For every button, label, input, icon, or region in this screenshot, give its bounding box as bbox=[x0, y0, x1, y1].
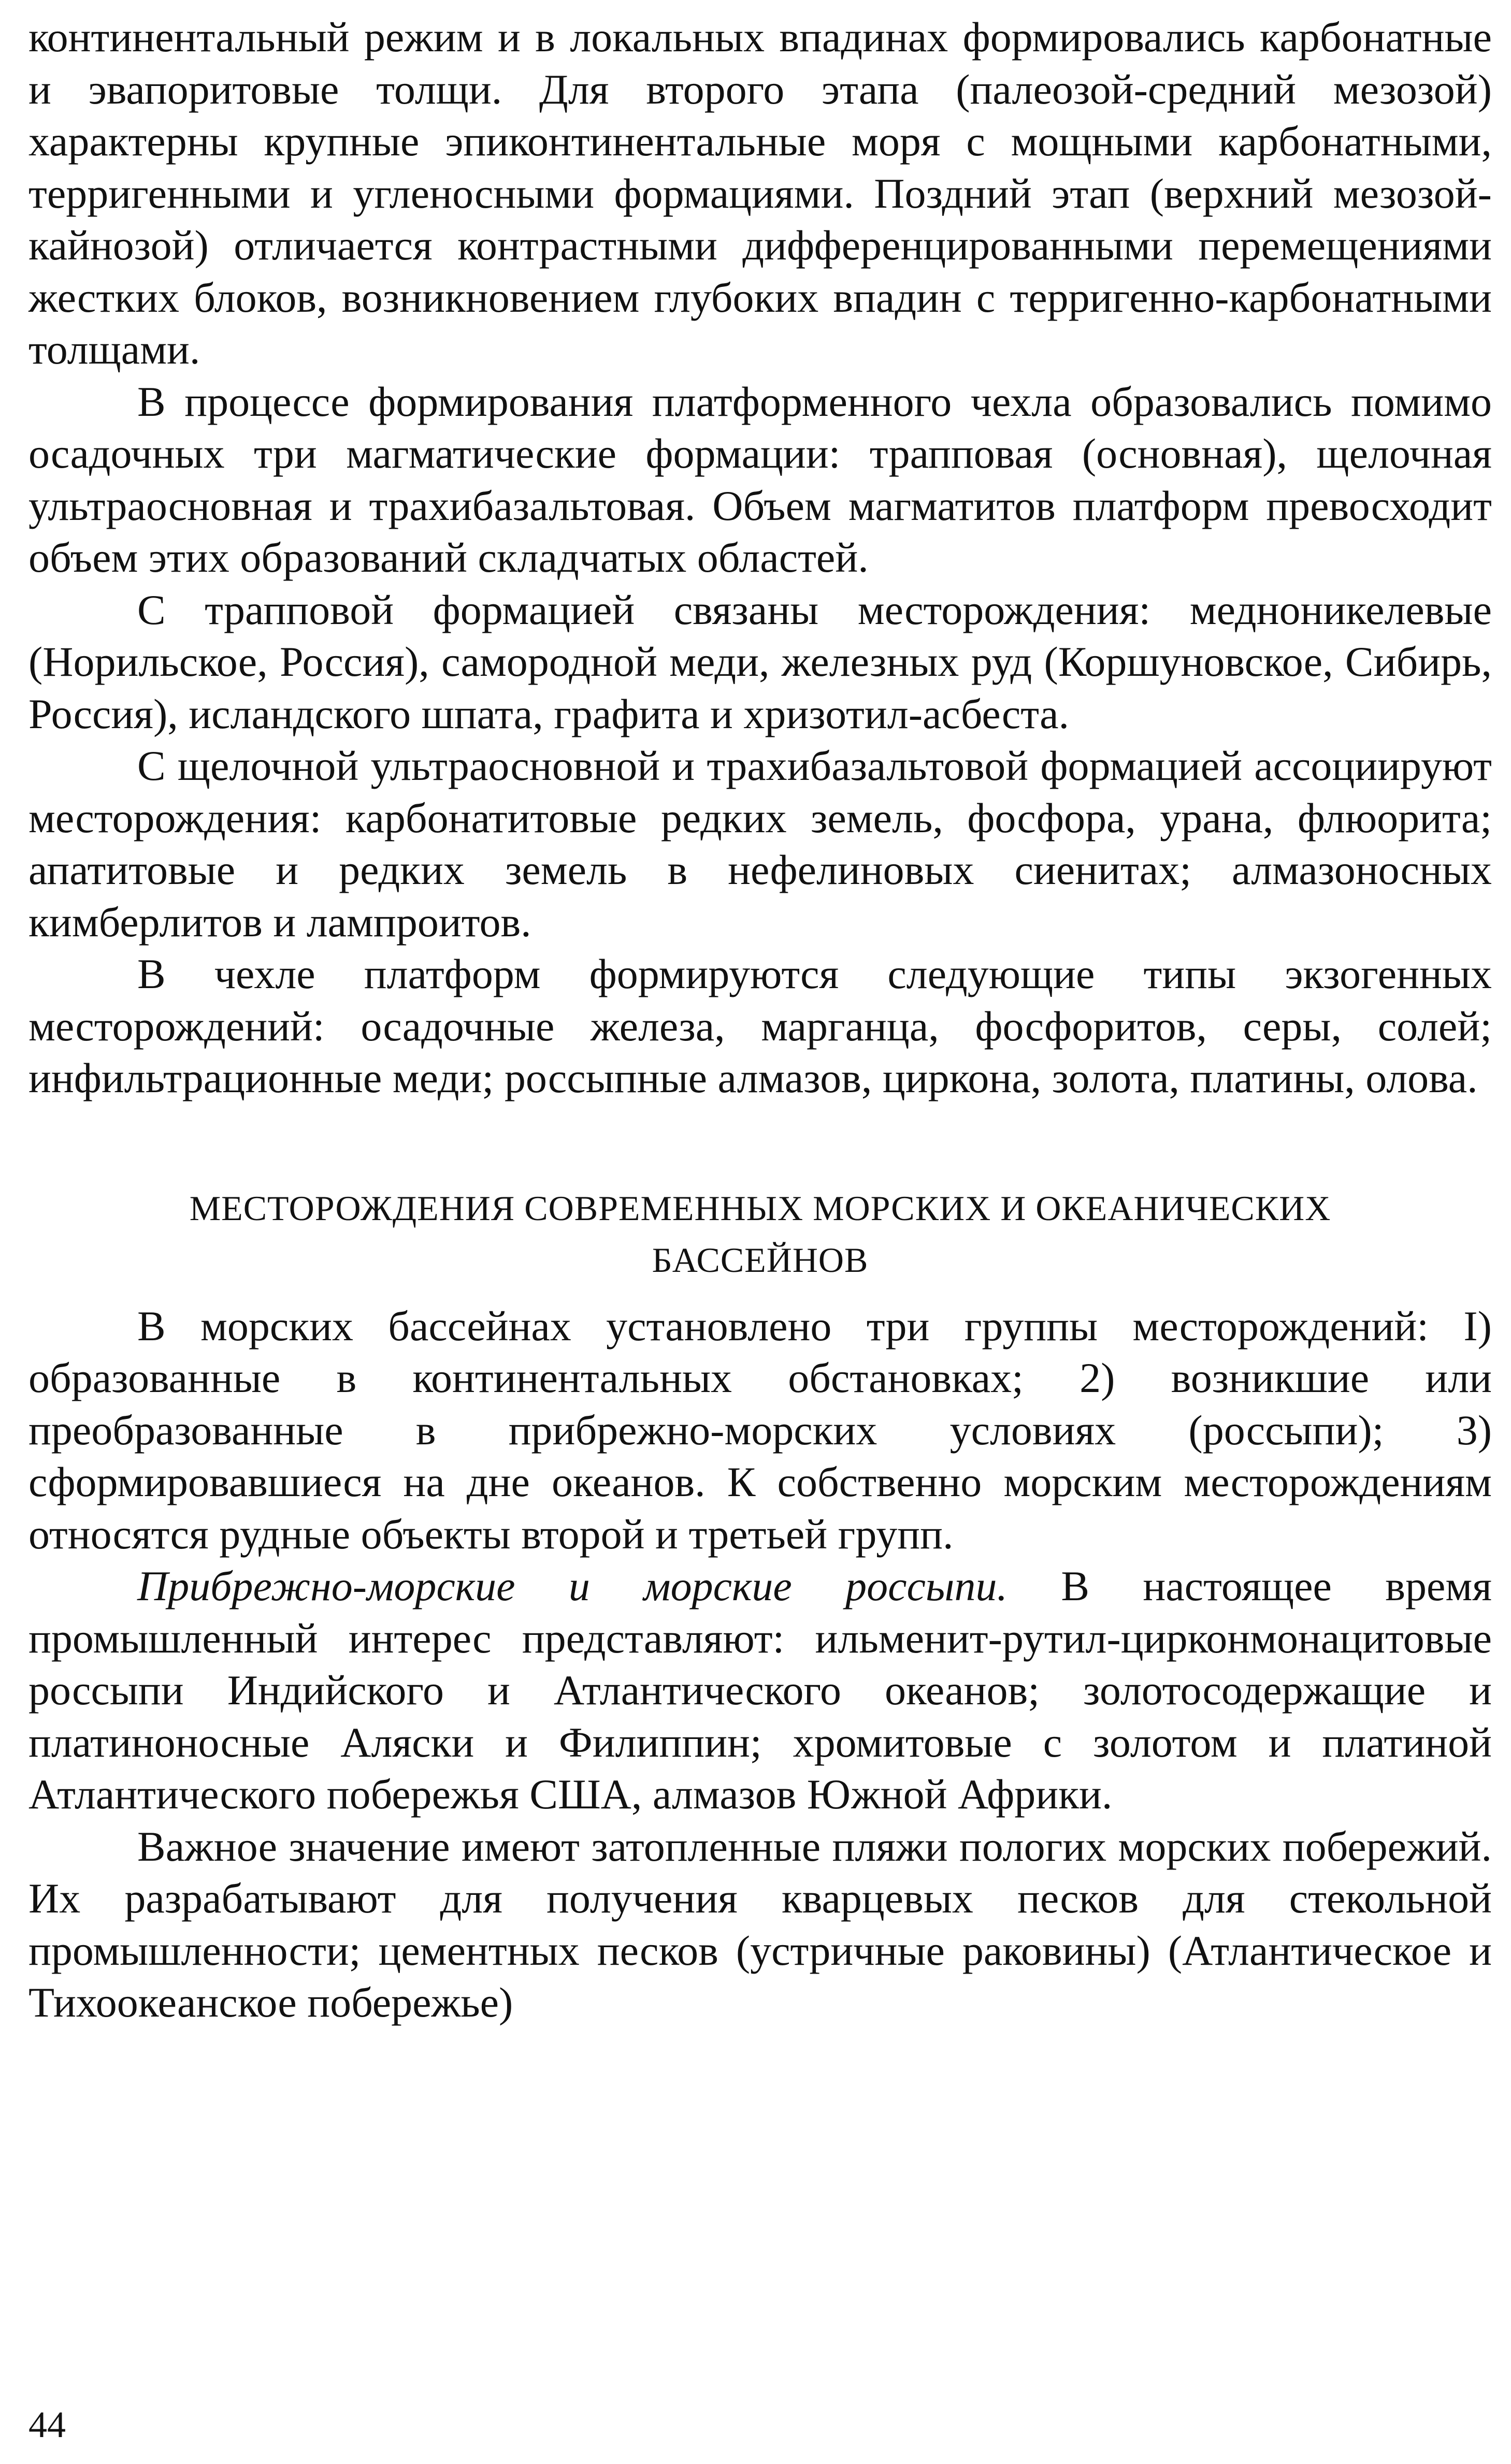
paragraph-body: В настоящее время промышленный интерес представляют: ильменит-рутил-цирконмонацитовые россыпи Индийского и Атлантического океанов; золотосодержащие и платиноносные Аляски и Филиппин; хромитовые с золотом и платиной Атлантического побережья США, алмазов Южной Африки. bbox=[28, 1562, 1492, 1818]
paragraph: континентальный режим и в локальных впадинах формировались карбонатные и эвапоритовые толщи. Для второго этапа (палеозой-средний мезозой) характерны крупные эпиконтинентальные моря с мощными карбонатными, терригенными и угленосными формациями. Поздний этап (верхний мезозой-кайнозой) отличается контрастными дифференцированными перемещениями жестких блоков, возникновением глубоких впадин с терригенно-карбонатными толщами. bbox=[28, 13, 1492, 373]
paragraph: Важное значение имеют затопленные пляжи пологих морских побережий. Их разрабатывают для получения кварцевых песков для стекольной промышленности; цементных песков (устричные раковины) (Атлантическое и Тихоокеанское побережье) bbox=[28, 1822, 1492, 2026]
italic-lead-in: Прибрежно-морские и морские россыпи. bbox=[137, 1562, 1008, 1610]
section-spacer bbox=[28, 1105, 1492, 1182]
heading-spacer bbox=[28, 1286, 1492, 1300]
page-number: 44 bbox=[28, 2404, 66, 2445]
section-heading-line: БАССЕЙНОВ bbox=[652, 1240, 869, 1280]
book-page bbox=[28, 11, 1492, 2445]
paragraph: С щелочной ультраосновной и трахибазальтовой формацией ассоциируют месторождения: карбонатитовые редких земель, фосфора, урана, флюорита; апатитовые и редких земель в нефелиновых сиенитах; алмазоносных кимберлитов и лампроитов. bbox=[28, 742, 1492, 946]
paragraph: С трапповой формацией связаны месторождения: медноникелевые (Норильское, Россия), самородной меди, железных руд (Коршуновское, Сибирь, Россия), исландского шпата, графита и хризотил-асбеста. bbox=[28, 586, 1492, 737]
section-heading bbox=[28, 1182, 1492, 1286]
paragraph: В чехле платформ формируются следующие типы экзогенных месторождений: осадочные железа, марганца, фосфоритов, серы, солей; инфильтрационные меди; россыпные алмазов, циркона, золота, платины, олова. bbox=[28, 950, 1492, 1101]
paragraph bbox=[28, 1560, 1492, 1821]
paragraph: В процессе формирования платформенного чехла образовались помимо осадочных три магматические формации: трапповая (основная), щелочная ультраосновная и трахибазальтовая. Объем магматитов платформ превосходит объем этих образований складчатых областей. bbox=[28, 378, 1492, 581]
section-heading-line: МЕСТОРОЖДЕНИЯ СОВРЕМЕННЫХ МОРСКИХ И ОКЕАНИЧЕСКИХ bbox=[189, 1188, 1331, 1228]
paragraph: В морских бассейнах установлено три группы месторождений: I) образованные в континентальных обстановках; 2) возникшие или преобразованные в прибрежно-морских условиях (россыпи); 3) сформировавшиеся на дне океанов. К собственно морским месторождениям относятся рудные объекты второй и третьей групп. bbox=[28, 1302, 1492, 1558]
